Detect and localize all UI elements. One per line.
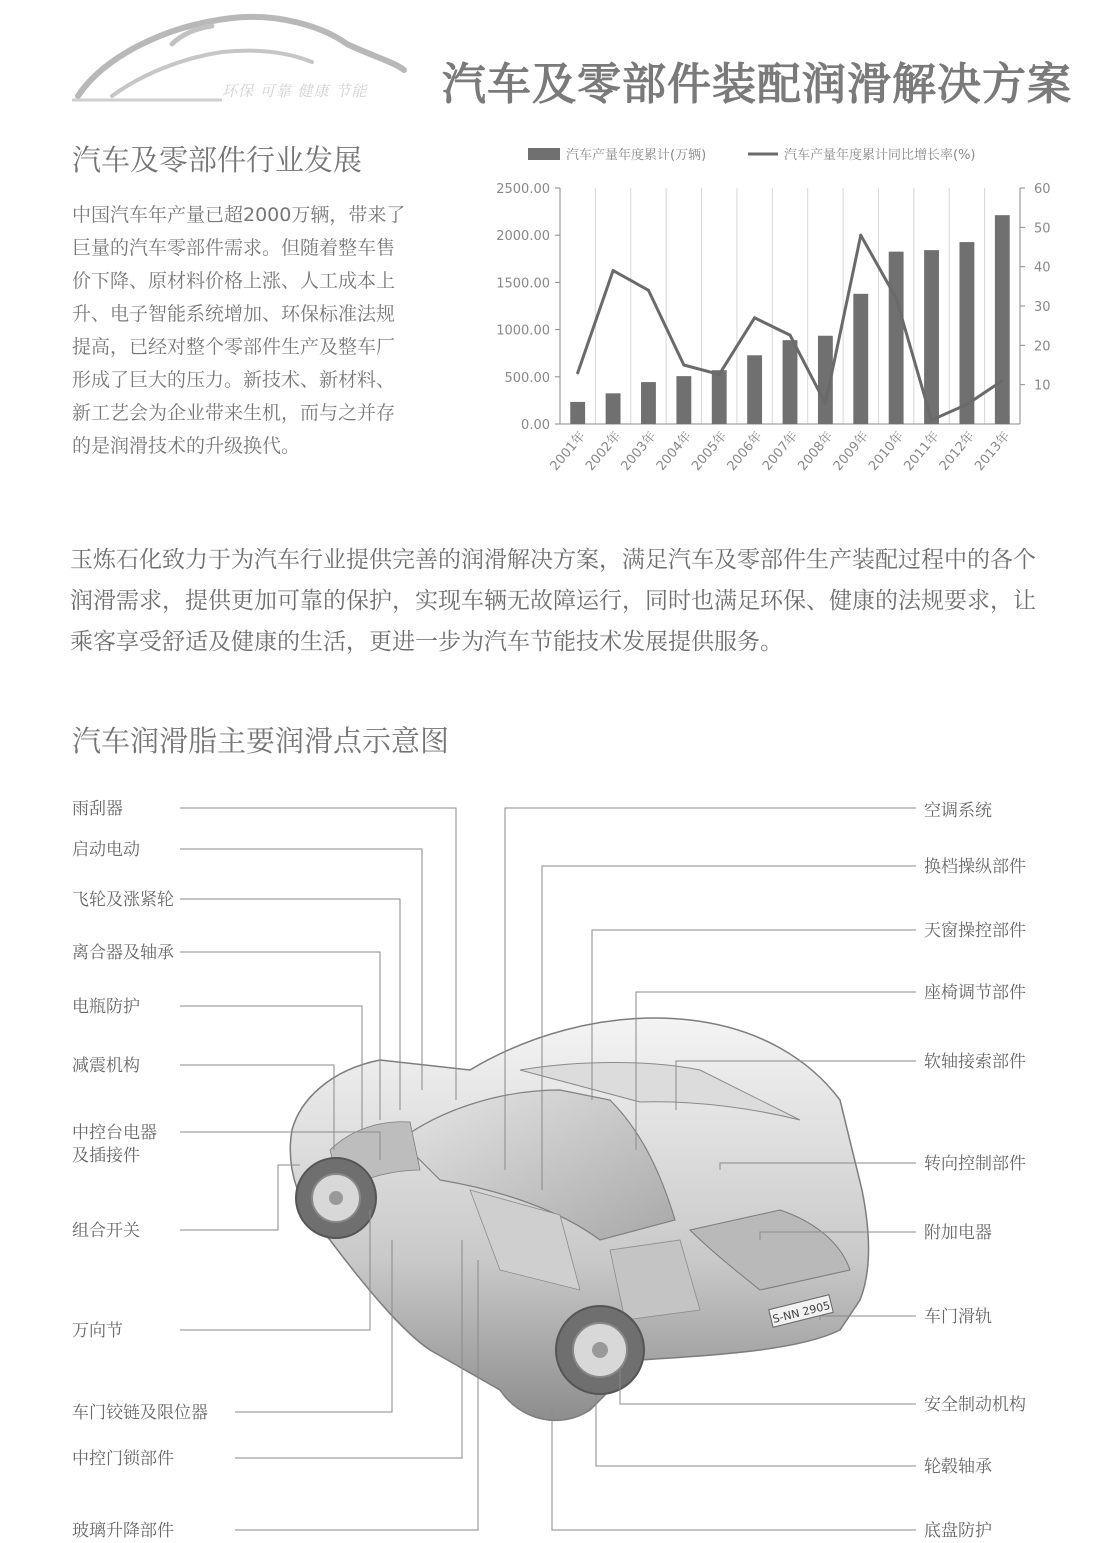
- y-right-tick-label: 20: [1034, 339, 1051, 355]
- mission-line: 玉炼石化致力于为汽车行业提供完善的润滑解决方案，满足汽车及零部件生产装配过程中的各个: [70, 547, 1036, 573]
- section-title-industry: 汽车及零部件行业发展: [72, 143, 363, 177]
- growth-point-2009年: [859, 234, 862, 237]
- license-plate: S-NN 2905: [771, 1299, 832, 1326]
- intro-line: 新工艺会为企业带来生机，而与之并存: [72, 402, 396, 424]
- bar-2004年: [676, 376, 691, 424]
- label-steering: 转向控制部件: [924, 1154, 1026, 1174]
- growth-point-2010年: [895, 297, 898, 300]
- legend-label-line: 汽车产量年度累计同比增长率(%): [784, 148, 976, 163]
- label-door-lock: 中控门锁部件: [72, 1449, 174, 1469]
- bar-2009年: [853, 294, 868, 424]
- growth-point-2006年: [753, 316, 756, 319]
- x-tick-label: 2011年: [901, 428, 943, 474]
- label-chassis: 底盘防护: [924, 1521, 992, 1541]
- label-battery: 电瓶防护: [72, 997, 140, 1017]
- lubrication-diagram: [0, 770, 1120, 1540]
- y-right-tick-label: 30: [1034, 300, 1051, 315]
- label-clutch: 离合器及轴承: [72, 943, 174, 963]
- y-right-tick-label: 50: [1034, 221, 1051, 237]
- bar-2005年: [712, 370, 727, 424]
- x-tick-label: 2001年: [547, 428, 589, 474]
- label-wiper: 雨刮器: [72, 799, 123, 819]
- label-ac: 空调系统: [924, 801, 992, 821]
- label-window-lift: 玻璃升降部件: [72, 1521, 174, 1541]
- label-ujoint: 万向节: [72, 1321, 123, 1341]
- bar-2010年: [889, 252, 904, 424]
- logo-slogan: 环保 可靠 健康 节能: [222, 82, 368, 100]
- label-cable: 软轴接索部件: [924, 1052, 1026, 1072]
- intro-paragraph: [72, 199, 452, 463]
- legend-label-bar: 汽车产量年度累计(万辆): [566, 148, 707, 163]
- y-left-tick-label: 500.00: [504, 370, 550, 386]
- growth-point-2004年: [682, 364, 685, 367]
- growth-point-2013年: [1001, 379, 1004, 382]
- production-chart-svg: [480, 138, 1080, 498]
- growth-point-2005年: [718, 373, 721, 376]
- bar-2001年: [570, 402, 585, 424]
- bar-2006年: [747, 355, 762, 424]
- front-wheel: [296, 1158, 376, 1238]
- label-gear-shift: 换档操纵部件: [924, 857, 1026, 877]
- label-door-hinge: 车门铰链及限位器: [72, 1403, 208, 1423]
- rear-wheel: [556, 1306, 644, 1394]
- bar-2003年: [641, 382, 656, 424]
- bar-2013年: [995, 215, 1010, 424]
- production-chart: [480, 138, 1080, 502]
- label-shock: 减震机构: [72, 1056, 140, 1076]
- x-tick-label: 2004年: [653, 428, 695, 474]
- intro-line: 巨量的汽车零部件需求。但随着整车售: [72, 237, 396, 259]
- label-flywheel: 飞轮及涨紧轮: [72, 890, 174, 910]
- intro-line: 提高，已经对整个零部件生产及整车厂: [72, 336, 396, 358]
- growth-point-2012年: [965, 403, 968, 406]
- growth-point-2008年: [824, 402, 827, 405]
- intro-line: 中国汽车年产量已超2000万辆，带来了: [72, 204, 406, 226]
- growth-point-2001年: [576, 371, 579, 374]
- intro-line: 形成了巨大的压力。新技术、新材料、: [72, 369, 396, 391]
- label-accessory: 附加电器: [924, 1223, 992, 1243]
- y-left-tick-label: 1000.00: [496, 323, 550, 339]
- label-starter: 启动电动: [72, 840, 140, 860]
- x-tick-label: 2009年: [830, 428, 872, 474]
- mission-line: 润滑需求，提供更加可靠的保护，实现车辆无故障运行，同时也满足环保、健康的法规要求，让: [70, 588, 1036, 614]
- growth-point-2003年: [647, 289, 650, 292]
- intro-line: 升、电子智能系统增加、环保标准法规: [72, 303, 396, 325]
- brand-logo: [72, 4, 412, 104]
- growth-point-2002年: [612, 269, 615, 272]
- label-console: 中控台电器 及插接件: [72, 1123, 157, 1166]
- y-left-tick-label: 0.00: [521, 418, 550, 433]
- label-seat: 座椅调节部件: [924, 983, 1026, 1003]
- growth-point-2007年: [789, 334, 792, 337]
- mission-line: 乘客享受舒适及健康的生活，更进一步为汽车节能技术发展提供服务。: [70, 629, 783, 655]
- x-tick-label: 2007年: [759, 428, 802, 474]
- y-right-tick-label: 40: [1034, 260, 1051, 276]
- label-door-rail: 车门滑轨: [924, 1307, 992, 1327]
- x-tick-label: 2003年: [618, 428, 660, 474]
- label-brake: 安全制动机构: [924, 1395, 1026, 1415]
- x-tick-label: 2010年: [866, 428, 908, 474]
- intro-line: 价下降、原材料价格上涨、人工成本上: [72, 270, 396, 292]
- x-tick-label: 2012年: [936, 428, 978, 474]
- x-tick-label: 2008年: [795, 428, 837, 474]
- x-tick-label: 2006年: [724, 428, 766, 474]
- x-tick-label: 2013年: [972, 428, 1014, 474]
- y-left-tick-label: 1500.00: [496, 276, 550, 292]
- page-title: 汽车及零部件装配润滑解决方案: [442, 59, 1072, 110]
- mission-statement: [70, 540, 1036, 663]
- y-left-tick-label: 2500.00: [496, 182, 550, 197]
- legend-swatch-bar: [528, 148, 560, 160]
- y-left-tick-label: 2000.00: [496, 229, 550, 245]
- bar-2012年: [959, 242, 974, 424]
- label-hub-bearing: 轮毂轴承: [924, 1457, 992, 1477]
- y-right-tick-label: 10: [1034, 378, 1051, 394]
- x-tick-label: 2005年: [689, 428, 731, 474]
- label-combo-switch: 组合开关: [72, 1221, 140, 1241]
- label-sunroof: 天窗操控部件: [924, 921, 1026, 941]
- y-right-tick-label: 60: [1034, 182, 1051, 197]
- section-title-diagram: 汽车润滑脂主要润滑点示意图: [72, 724, 450, 758]
- bar-2007年: [783, 340, 798, 424]
- intro-line: 的是润滑技术的升级换代。: [72, 435, 301, 457]
- growth-point-2011年: [930, 419, 933, 422]
- bar-2002年: [606, 393, 621, 424]
- x-tick-label: 2002年: [583, 428, 625, 474]
